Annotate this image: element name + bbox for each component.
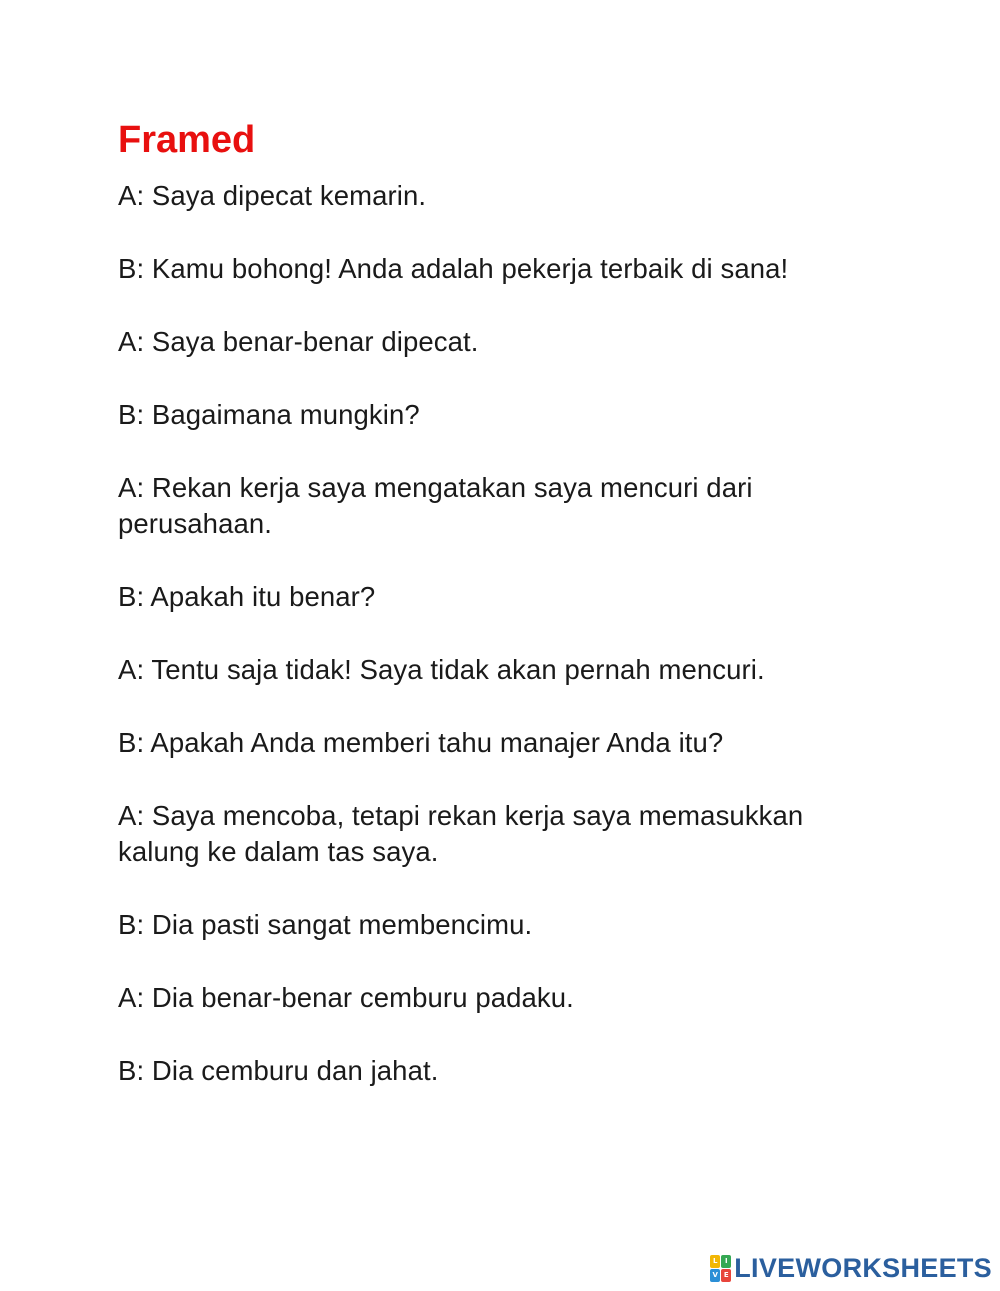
dialogue-line: A: Saya mencoba, tetapi rekan kerja saya memasukkan kalung ke dalam tas saya. (118, 800, 804, 867)
dialogue-line: A: Rekan kerja saya mengatakan saya mencuri dari perusahaan. (118, 472, 753, 539)
dialogue-list (118, 178, 878, 1089)
dialogue-line: B: Dia pasti sangat membencimu. (118, 909, 533, 940)
worksheet-page (118, 116, 878, 1126)
liveworksheets-logo (710, 1253, 992, 1283)
logo-mark-tile: E (721, 1269, 731, 1282)
dialogue-line: A: Saya dipecat kemarin. (118, 180, 427, 211)
logo-mark-tile: I (721, 1255, 731, 1268)
dialogue-line: A: Saya benar-benar dipecat. (118, 326, 479, 357)
logo-mark-icon (710, 1255, 731, 1282)
dialogue-line: B: Bagaimana mungkin? (118, 399, 420, 430)
dialogue-line: B: Kamu bohong! Anda adalah pekerja terbaik di sana! (118, 253, 789, 284)
dialogue-line: A: Tentu saja tidak! Saya tidak akan pernah mencuri. (118, 654, 765, 685)
dialogue-line: B: Apakah itu benar? (118, 581, 376, 612)
dialogue-line: B: Dia cemburu dan jahat. (118, 1055, 439, 1086)
dialogue-line: A: Dia benar-benar cemburu padaku. (118, 982, 574, 1013)
page-title: Framed (118, 119, 256, 161)
logo-mark-tile: L (710, 1255, 720, 1268)
dialogue-line: B: Apakah Anda memberi tahu manajer Anda itu? (118, 727, 724, 758)
logo-mark-tile: V (710, 1269, 720, 1282)
logo-text: LIVEWORKSHEETS (734, 1252, 992, 1283)
